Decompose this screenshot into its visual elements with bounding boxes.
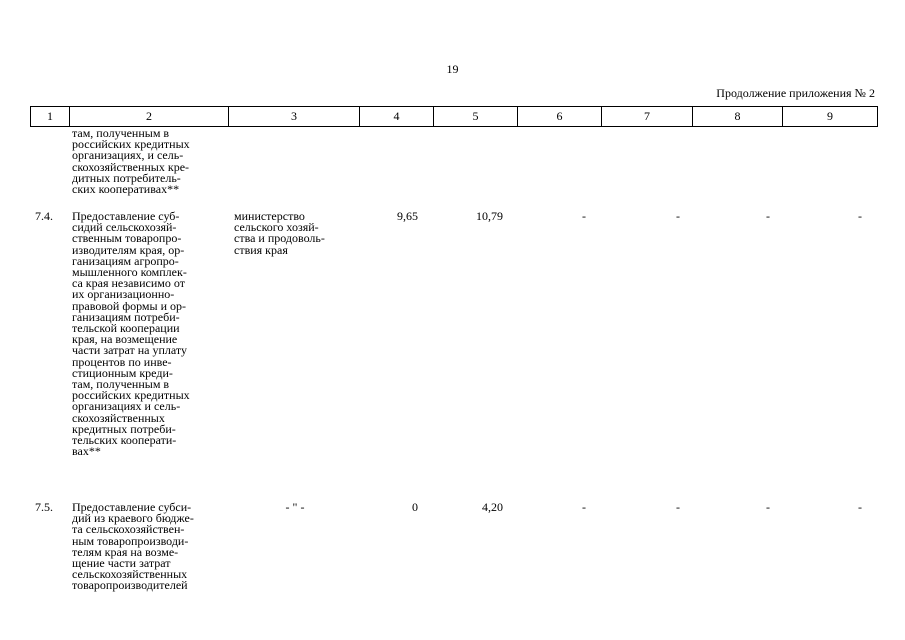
table-header bbox=[30, 106, 878, 127]
row-number: 7.5. bbox=[35, 500, 53, 514]
header-col-5: 5 bbox=[434, 107, 518, 127]
row-value-col9: - bbox=[858, 209, 862, 223]
page-number: 19 bbox=[446, 62, 459, 76]
header-col-7: 7 bbox=[602, 107, 693, 127]
row-executor: - " - bbox=[285, 500, 305, 514]
row-value-col5: 4,20 bbox=[482, 500, 503, 514]
row-value-col5: 10,79 bbox=[476, 209, 503, 223]
row-executor: министерство сельского хозяй- ства и продоволь- ствия края bbox=[234, 209, 325, 257]
header-col-8: 8 bbox=[693, 107, 783, 127]
header-col-3: 3 bbox=[229, 107, 360, 127]
row-value-col4: 0 bbox=[412, 500, 418, 514]
row-value-col4: 9,65 bbox=[397, 209, 418, 223]
row-number: 7.4. bbox=[35, 209, 53, 223]
header-col-9: 9 bbox=[783, 107, 878, 127]
header-col-1: 1 bbox=[31, 107, 70, 127]
header-col-6: 6 bbox=[518, 107, 602, 127]
row-value-col8: - bbox=[766, 209, 770, 223]
row-value-col9: - bbox=[858, 500, 862, 514]
row-value-col7: - bbox=[676, 500, 680, 514]
continuation-label: Продолжение приложения № 2 bbox=[716, 86, 875, 100]
header-col-4: 4 bbox=[360, 107, 434, 127]
header-col-2: 2 bbox=[70, 107, 229, 127]
row-value-col6: - bbox=[582, 500, 586, 514]
row-description: Предоставление субси- дий из краевого бюдже- та сельскохозяйствен- ным товаропроизводи- телям края на возме- щение части затрат сельскохозяйственных товаропроизводителей bbox=[72, 500, 194, 593]
row-value-col8: - bbox=[766, 500, 770, 514]
row-value-col6: - bbox=[582, 209, 586, 223]
row-value-col7: - bbox=[676, 209, 680, 223]
row-description: там, полученным в российских кредитных организациях, и сель- скохозяйственных кре- дитных потребитель- ских кооперативах** bbox=[72, 126, 190, 197]
row-description: Предоставление суб- сидий сельскохозяй- ственным товаропро- изводителям края, ор- ганизациям агропро- мышленного комплек- са края независимо от их организационно- правовой формы и ор- ганизациям потреби- тельской кооперации края, на возмещение части затрат на уплату процентов по инве- стиционным креди- там, полученным в российских кредитных организациях и сель- скохозяйственных кредитных потреби- тельских кооперати- вах** bbox=[72, 209, 190, 459]
